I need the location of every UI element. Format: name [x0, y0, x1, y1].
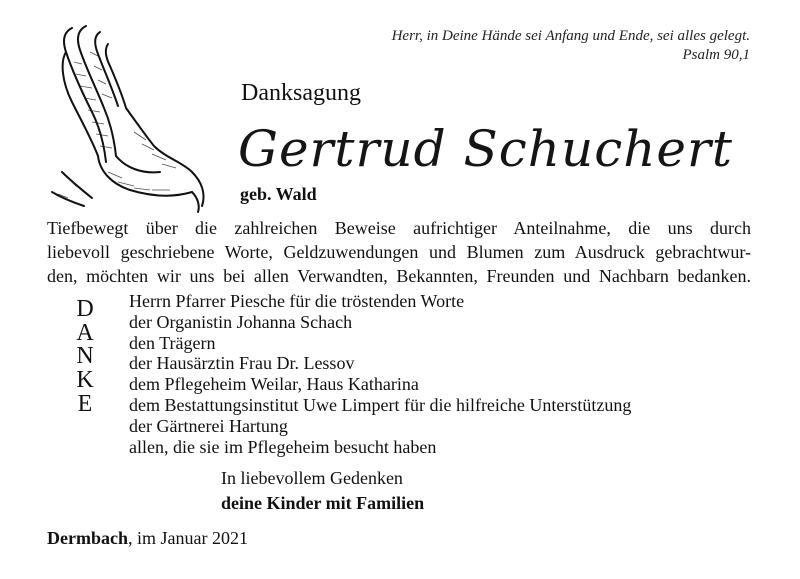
- thanks-item: der Gärtnerei Hartung: [129, 415, 288, 436]
- thanks-list: [129, 291, 631, 457]
- intro-line: den, möchten wir uns bei allen Verwandten, Bekannten, Freunden und Nachbarn bedanken.: [47, 266, 751, 286]
- praying-hands-icon: [42, 22, 214, 216]
- thanks-item: den Trägern: [129, 332, 216, 353]
- intro-text: [47, 216, 751, 288]
- thanks-item: allen, die sie im Pflegeheim besucht haben: [129, 436, 437, 457]
- danke-vertical: [70, 298, 100, 417]
- intro-line: Tiefbewegt über die zahlreichen Beweise aufrichtiger Anteilnahme, die uns durch: [47, 218, 751, 238]
- danke-letter: N: [76, 343, 94, 370]
- danke-letter: A: [76, 319, 94, 346]
- motto-line: Herr, in Deine Hände sei Anfang und Ende, sei alles gelegt.: [391, 28, 750, 44]
- heading: Danksagung: [241, 80, 361, 106]
- thanks-item: dem Pflegeheim Weilar, Haus Katharina: [129, 374, 419, 395]
- thanks-item: der Organistin Johanna Schach: [129, 311, 353, 332]
- motto-verse: [392, 27, 750, 65]
- thanks-item: dem Bestattungsinstitut Uwe Limpert für die hilfreiche Unterstützung: [129, 394, 632, 415]
- danke-letter: D: [76, 296, 94, 322]
- thanks-item: Herrn Pfarrer Piesche für die tröstenden Worte: [129, 291, 465, 311]
- place-date: [47, 528, 248, 549]
- date-text: , im Januar 2021: [127, 528, 248, 548]
- motto-source: Psalm 90,1: [682, 47, 750, 63]
- thanks-item: der Hausärztin Frau Dr. Lessov: [129, 353, 355, 374]
- closing-memory: In liebevollem Gedenken: [221, 468, 403, 488]
- danke-letter: K: [76, 367, 94, 394]
- birth-name: geb. Wald: [240, 184, 317, 204]
- place-name: Dermbach: [47, 528, 128, 548]
- intro-line: liebevoll geschriebene Worte, Geldzuwendungen und Blumen zum Ausdruck gebrachtwur-: [47, 242, 751, 262]
- closing-family: deine Kinder mit Familien: [221, 493, 425, 513]
- danke-letter: E: [77, 390, 93, 417]
- deceased-name: Gertrud Schuchert: [238, 120, 733, 178]
